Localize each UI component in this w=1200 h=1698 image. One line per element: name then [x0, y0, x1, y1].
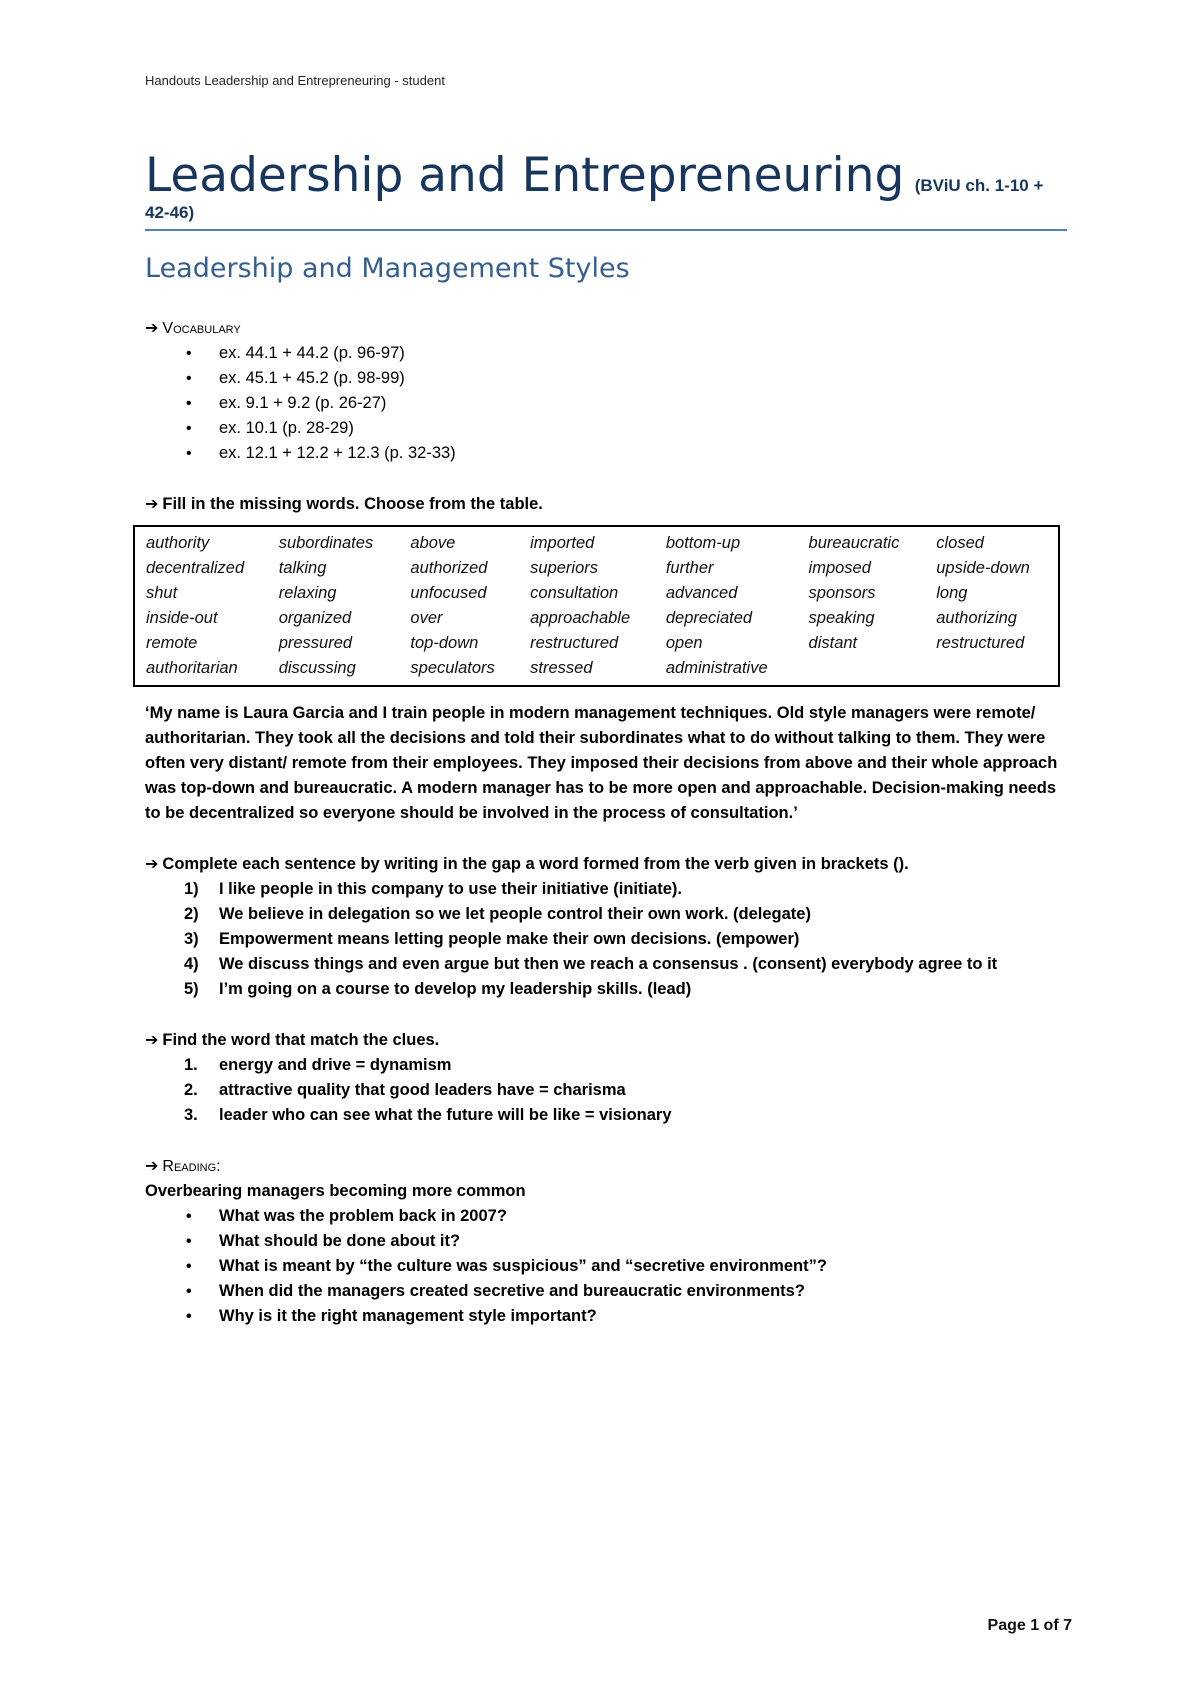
quote-paragraph: ‘My name is Laura Garcia and I train people in modern management techniques. Old style managers were remote/ authoritarian. They took all the decisions and told their subordinates what to do without talking to them. They were often very distant/ remote from their employees. They imposed their decisions from above and their whole approach was top-down and bureaucratic. A modern manager has to be more open and approachable. Decision-making needs to be decentralized so everyone should be involved in the process of consultation.’ [145, 704, 1058, 822]
table-row [134, 656, 1059, 686]
page-title: Leadership and Entrepreneuring [145, 148, 905, 203]
table-cell: pressured [278, 634, 353, 652]
table-cell: authorized [410, 559, 488, 577]
table-cell: imported [530, 534, 595, 552]
table-cell: authoritarian [146, 659, 238, 677]
list-item: • What is meant by “the culture was suspicious” and “secretive environment”? [145, 1254, 1070, 1279]
title-block [145, 148, 1067, 231]
table-cell: authority [146, 534, 210, 552]
reading-heading: ➔ Reading: [145, 1156, 221, 1175]
table-cell: organized [278, 609, 352, 627]
arrow-icon: ➔ [145, 1156, 159, 1175]
arrow-icon: ➔ [145, 1030, 159, 1049]
table-cell: inside-out [146, 609, 218, 627]
table-cell: upside-down [936, 559, 1030, 577]
list-item: • What should be done about it? [145, 1229, 1070, 1254]
list-item: • ex. 44.1 + 44.2 (p. 96-97) [145, 341, 1070, 366]
table-row [134, 581, 1059, 606]
title-reference: (BViU ch. 1-10 + 42-46) [145, 176, 1044, 222]
list-item: 2) We believe in delegation so we let people control their own work. (delegate) [184, 905, 811, 923]
complete-list [145, 877, 1070, 1002]
table-cell: bottom-up [665, 534, 741, 552]
table-cell: superiors [530, 559, 599, 577]
table-cell: imposed [808, 559, 871, 577]
list-item: • When did the managers created secretive and bureaucratic environments? [145, 1279, 1070, 1304]
table-cell: approachable [530, 609, 631, 627]
list-item: 2. attractive quality that good leaders have = charisma [184, 1081, 626, 1099]
table-cell: top-down [410, 634, 479, 652]
table-cell: consultation [530, 584, 619, 602]
table-cell: subordinates [278, 534, 374, 552]
table-cell: unfocused [410, 584, 487, 602]
table-row [134, 526, 1059, 556]
table-cell: open [665, 634, 703, 652]
arrow-icon: ➔ [145, 854, 159, 873]
table-row [134, 606, 1059, 631]
table-cell: authorizing [936, 609, 1017, 627]
table-cell: decentralized [146, 559, 245, 577]
table-cell: stressed [530, 659, 593, 677]
table-cell: speaking [808, 609, 875, 627]
vocabulary-heading: ➔ Vocabulary [145, 318, 241, 337]
table-cell: sponsors [808, 584, 876, 602]
table-cell: over [410, 609, 443, 627]
list-item: • ex. 10.1 (p. 28-29) [145, 416, 1070, 441]
table-cell: speculators [410, 659, 495, 677]
word-table [133, 525, 1060, 687]
table-cell: bureaucratic [808, 534, 900, 552]
table-cell: restructured [530, 634, 619, 652]
list-item: 5) I’m going on a course to develop my leadership skills. (lead) [184, 980, 692, 998]
list-item: • Why is it the right management style important? [145, 1304, 1070, 1329]
list-item: 3) Empowerment means letting people make their own decisions. (empower) [184, 930, 800, 948]
section-heading: Leadership and Management Styles [145, 253, 630, 284]
table-cell: distant [808, 634, 858, 652]
table-row [134, 631, 1059, 656]
list-item: 4) We discuss things and even argue but then we reach a consensus . (consent) everybody agree to it [184, 955, 998, 973]
table-cell: advanced [665, 584, 738, 602]
clues-heading: ➔ Find the word that match the clues. [145, 1030, 440, 1049]
list-item: 1) I like people in this company to use their initiative (initiate). [184, 880, 682, 898]
list-item: • ex. 12.1 + 12.2 + 12.3 (p. 32-33) [145, 441, 1070, 466]
content [145, 315, 1070, 1329]
table-cell: talking [278, 559, 327, 577]
table-cell: further [665, 559, 714, 577]
table-cell: long [936, 584, 968, 602]
table-cell: discussing [278, 659, 356, 677]
reading-title: Overbearing managers becoming more common [145, 1182, 526, 1200]
list-item: • ex. 9.1 + 9.2 (p. 26-27) [145, 391, 1070, 416]
table-cell: depreciated [665, 609, 753, 627]
reading-questions [145, 1204, 1070, 1329]
table-cell: relaxing [278, 584, 337, 602]
list-item: • What was the problem back in 2007? [145, 1204, 1070, 1229]
complete-heading: ➔ Complete each sentence by writing in the gap a word formed from the verb given in brackets (). [145, 854, 909, 873]
list-item: • ex. 45.1 + 45.2 (p. 98-99) [145, 366, 1070, 391]
arrow-icon: ➔ [145, 318, 159, 337]
table-cell: closed [936, 534, 984, 552]
clues-list [145, 1053, 1070, 1128]
page-number: Page 1 of 7 [987, 1617, 1072, 1634]
table-cell: remote [146, 634, 198, 652]
table-cell: above [410, 534, 456, 552]
list-item: 1. energy and drive = dynamism [184, 1056, 452, 1074]
fill-in-heading: ➔ Fill in the missing words. Choose from the table. [145, 494, 543, 513]
arrow-icon: ➔ [145, 494, 159, 513]
table-cell [798, 656, 926, 686]
table-row [134, 556, 1059, 581]
running-header: Handouts Leadership and Entrepreneuring - student [145, 73, 445, 88]
table-cell: restructured [936, 634, 1025, 652]
table-cell [925, 656, 1059, 686]
table-cell: shut [146, 584, 178, 602]
vocabulary-list [145, 341, 1070, 466]
list-item: 3. leader who can see what the future will be like = visionary [184, 1106, 672, 1124]
table-cell: administrative [665, 659, 768, 677]
